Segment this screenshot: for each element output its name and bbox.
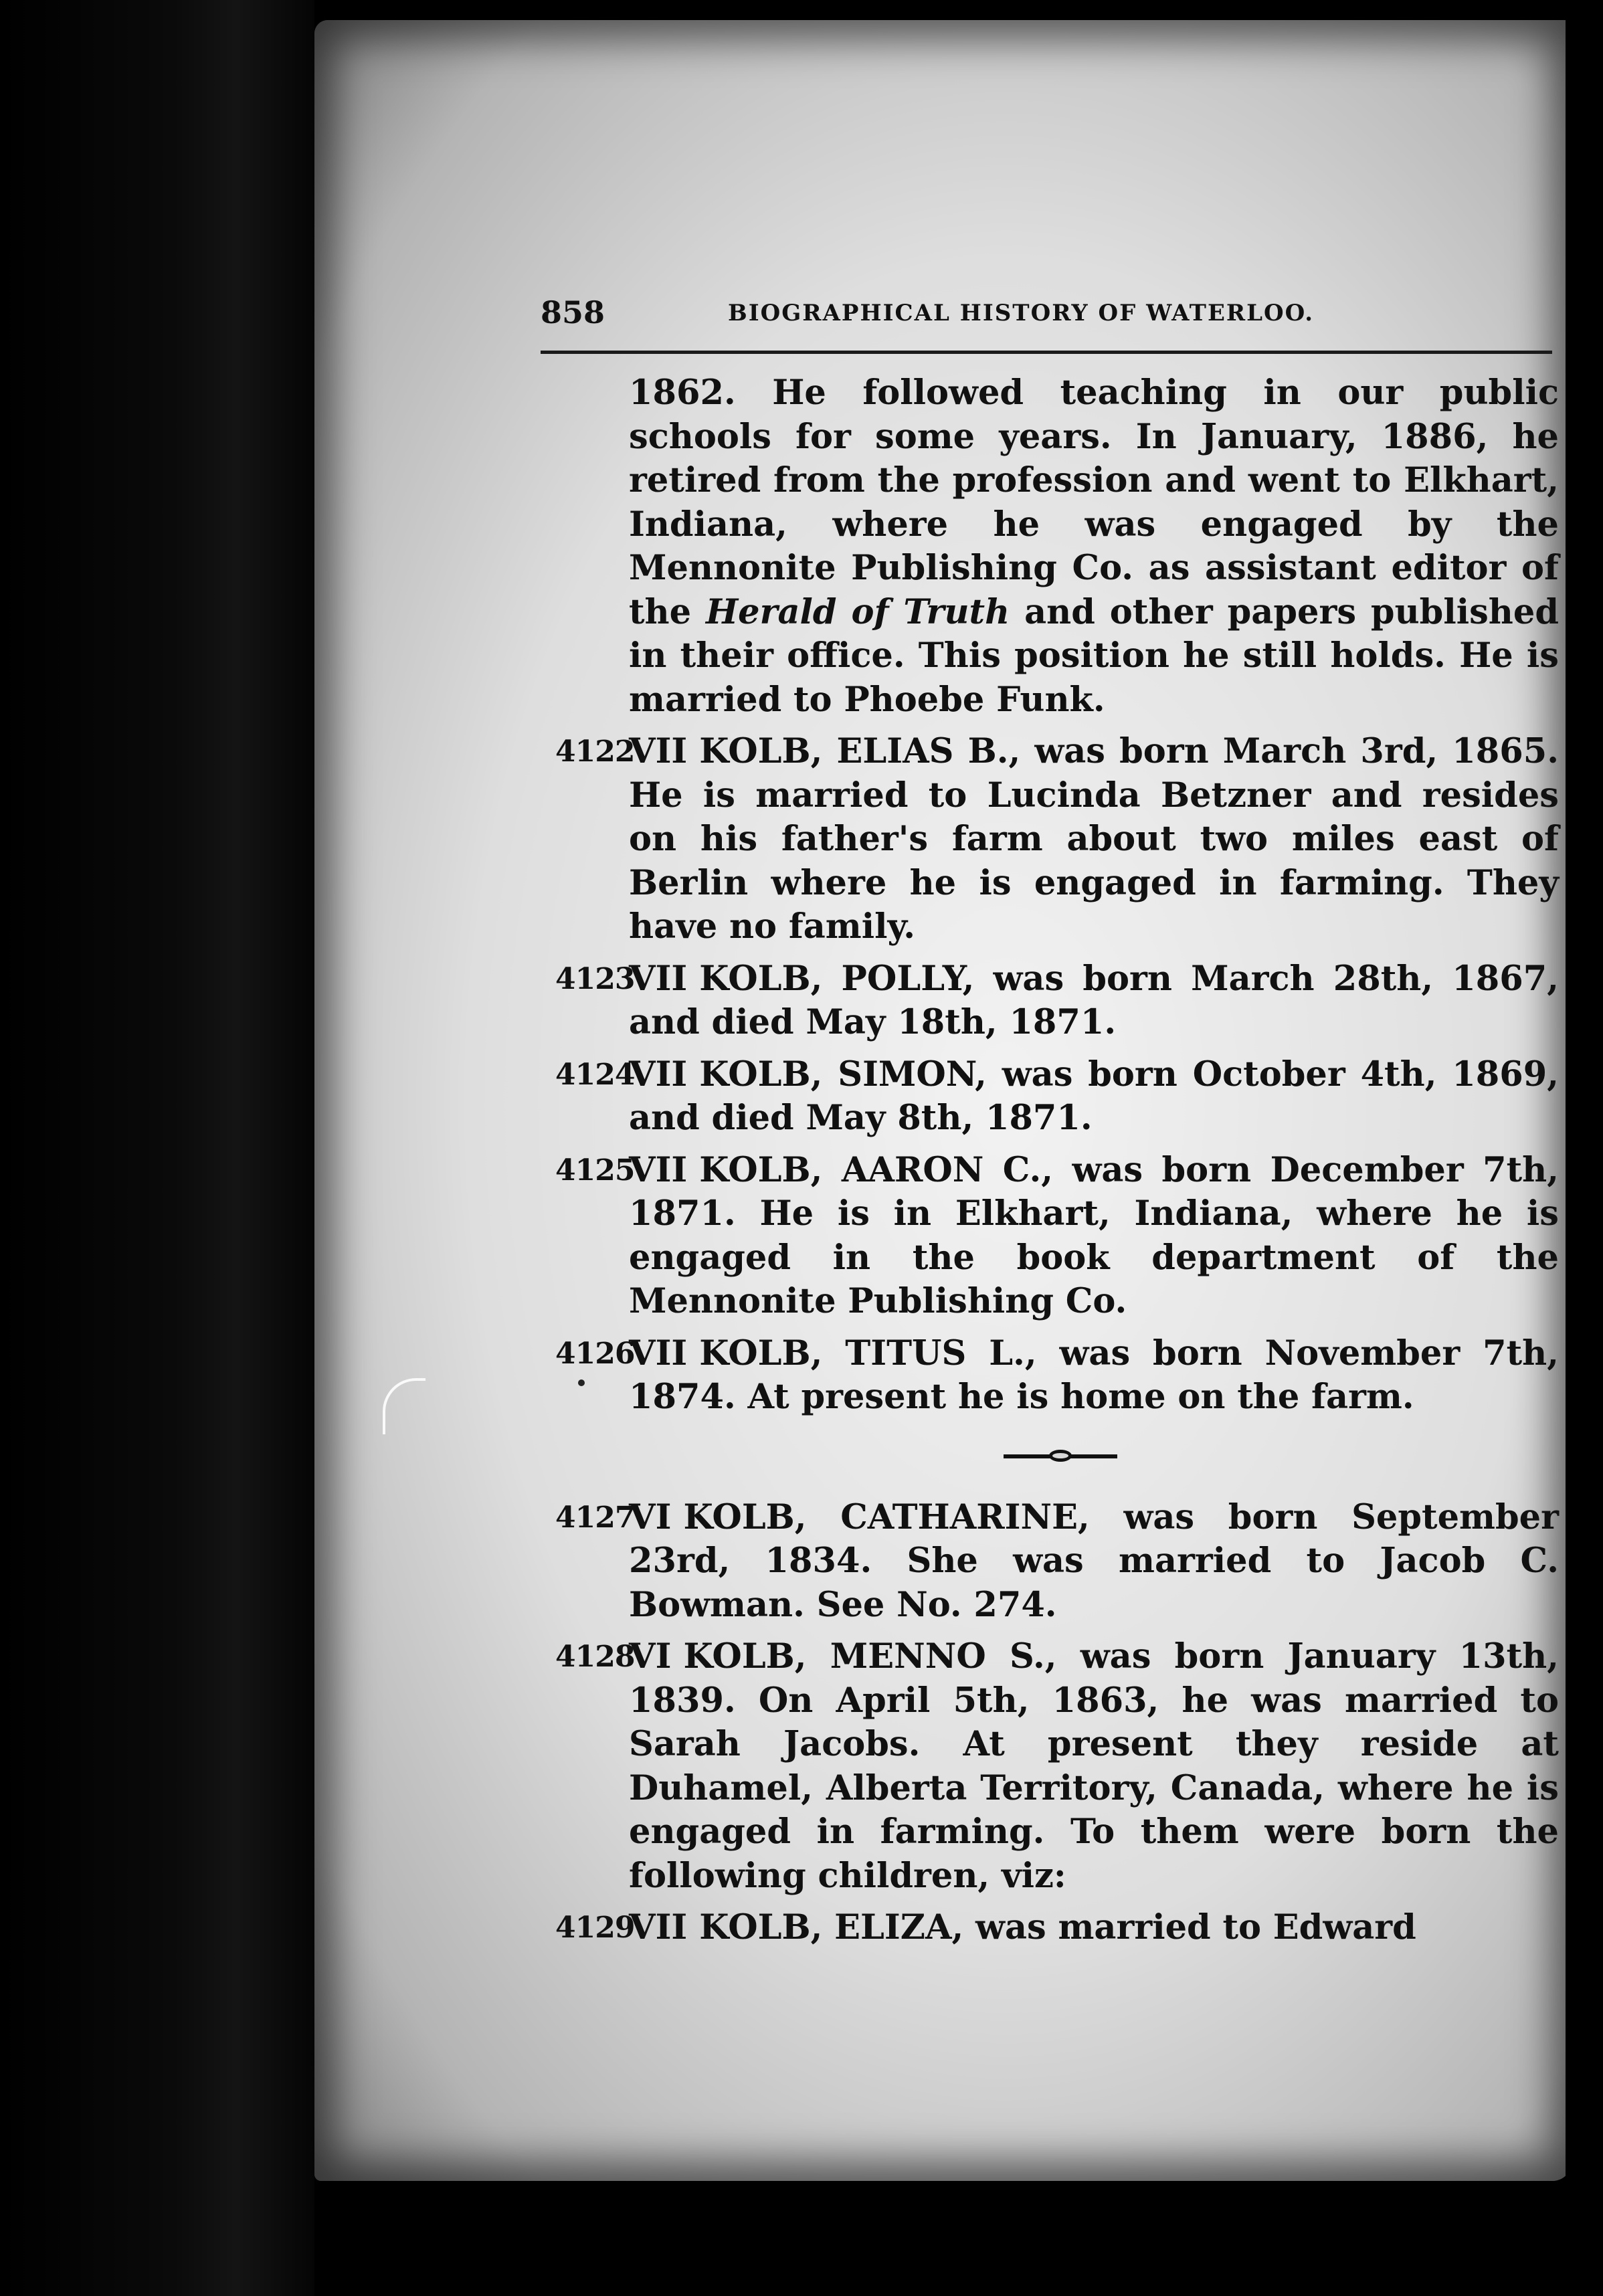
entry-text: KOLB, ELIAS B., was born March 3rd, 1865. He is married to Lucinda Betzner and resides on his father's farm about two miles east of Berlin where he is engaged in farming. They have no family. bbox=[629, 731, 1559, 947]
entry-number: 4125 bbox=[555, 1153, 635, 1187]
paragraph-text-after: and other papers published in their office. This position he still holds. He is married to Phoebe Funk. bbox=[629, 591, 1559, 720]
entry-text: KOLB, POLLY, was born March 28th, 1867, and died May 18th, 1871. bbox=[629, 958, 1559, 1042]
generation-numeral: VII bbox=[629, 1149, 688, 1190]
generation-numeral: VI bbox=[629, 1636, 672, 1677]
entry-paragraph bbox=[555, 1053, 1559, 1141]
entry-paragraph bbox=[555, 1332, 1559, 1420]
generation-numeral: VII bbox=[629, 1054, 688, 1094]
entry-number: 4123 bbox=[555, 961, 635, 996]
paragraph-text: 1862. He followed teaching in our public schools for some years. In January, 1886, he retired from the profession and went to Elkhart, Indiana, where he was engaged by the Mennonite Publishing Co. as assistant editor of the bbox=[629, 373, 1559, 632]
entry-text: KOLB, ELIZA, was married to Edward bbox=[699, 1907, 1416, 1947]
entry-text: KOLB, MENNO S., was born January 13th, 1839. On April 5th, 1863, he was married to Sarah Jacobs. At present they reside at Duhamel, Alberta Territory, Canada, where he is engaged in farming. To them were born the following children, viz: bbox=[629, 1636, 1559, 1896]
entry-paragraph bbox=[555, 730, 1559, 949]
margin-dot bbox=[578, 1379, 585, 1386]
italic-title: Herald of Truth bbox=[706, 591, 1010, 632]
generation-numeral: VI bbox=[629, 1497, 672, 1537]
generation-numeral: VII bbox=[629, 1333, 688, 1373]
generation-numeral: VII bbox=[629, 958, 688, 999]
page-header bbox=[541, 294, 1377, 334]
book-binding-shadow bbox=[0, 0, 314, 2296]
entry-number: 4128 bbox=[555, 1640, 635, 1674]
entry-number: 4129 bbox=[555, 1911, 635, 1945]
entry-text: KOLB, SIMON, was born October 4th, 1869, and died May 8th, 1871. bbox=[629, 1054, 1559, 1138]
entry-text: KOLB, TITUS L., was born November 7th, 1874. At present he is home on the farm. bbox=[629, 1333, 1559, 1417]
entry-number: 4127 bbox=[555, 1500, 635, 1535]
entry-text: KOLB, AARON C., was born December 7th, 1871. He is in Elkhart, Indiana, where he is engaged in the book department of the Mennonite Publishing Co. bbox=[629, 1149, 1559, 1321]
entry-number: 4124 bbox=[555, 1057, 635, 1092]
header-rule bbox=[541, 351, 1552, 354]
page-body bbox=[555, 371, 1559, 1950]
entry-text: KOLB, CATHARINE, was born September 23rd, 1834. She was married to Jacob C. Bowman. See No. 274. bbox=[629, 1497, 1559, 1625]
continued-paragraph bbox=[555, 371, 1559, 722]
entry-number: 4126 bbox=[555, 1336, 635, 1371]
entry-paragraph bbox=[555, 1149, 1559, 1324]
generation-numeral: VII bbox=[629, 1907, 688, 1947]
section-divider-ornament bbox=[1004, 1454, 1117, 1458]
entry-paragraph bbox=[555, 1906, 1559, 1950]
page-number: 858 bbox=[541, 294, 605, 330]
entry-paragraph bbox=[555, 957, 1559, 1045]
entry-paragraph bbox=[555, 1635, 1559, 1898]
page-edge-shadow bbox=[1566, 0, 1603, 2296]
generation-numeral: VII bbox=[629, 731, 688, 771]
entry-number: 4122 bbox=[555, 735, 635, 769]
running-head: BIOGRAPHICAL HISTORY OF WATERLOO. bbox=[728, 300, 1315, 326]
entry-paragraph bbox=[555, 1496, 1559, 1628]
